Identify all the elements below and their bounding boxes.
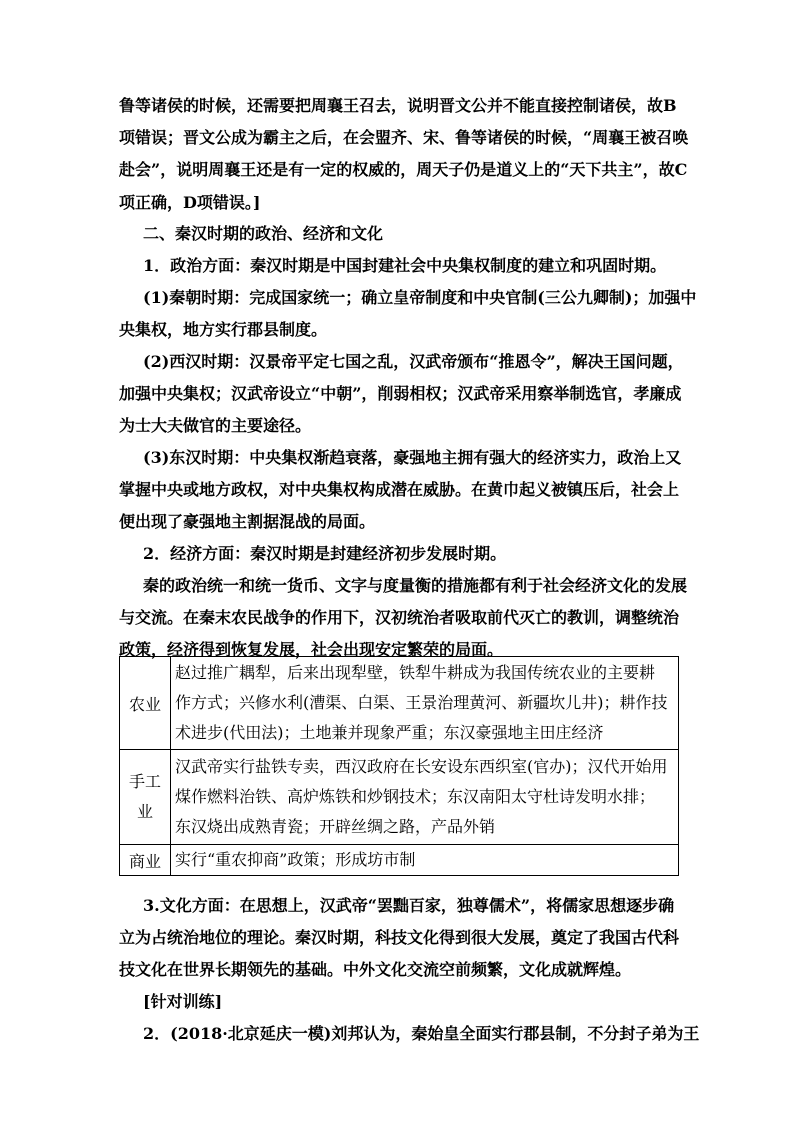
text-line: (2)西汉时期：汉景帝平定七国之乱，汉武帝颁布“推恩令”，解决王国问题， <box>143 352 684 371</box>
text-line: 政策，经济得到恢复发展，社会出现安定繁荣的局面。 <box>119 640 504 659</box>
row-content <box>171 845 679 876</box>
row-header: 农业 <box>120 657 171 750</box>
cell-line: 东汉烧出成熟青瓷；开辟丝绸之路，产品外销 <box>175 817 496 836</box>
text-line: 1．政治方面：秦汉时期是中国封建社会中央集权制度的建立和巩固时期。 <box>143 256 667 275</box>
row-header-line: 业 <box>136 802 153 821</box>
text-line: (3)东汉时期：中央集权渐趋衰落，豪强地主拥有强大的经济实力，政治上又 <box>143 448 682 467</box>
text-line: 赴会”，说明周襄王还是有一定的权威的，周天子仍是道义上的“天下共主”，故C <box>119 160 688 179</box>
row-header <box>120 750 171 845</box>
text-line: 与交流。在秦末农民战争的作用下，汉初统治者吸取前代灭亡的教训，调整统治 <box>119 608 680 627</box>
cell-line: 作方式；兴修水利(漕渠、白渠、王景治理黄河、新疆坎儿井)；耕作技 <box>175 693 668 712</box>
text-line: 鲁等诸侯的时候，还需要把周襄王召去，说明晋文公并不能直接控制诸侯，故B <box>119 96 677 115</box>
economy-table <box>119 656 679 876</box>
text-line: 项错误；晋文公成为霸主之后，在会盟齐、宋、鲁等诸侯的时候，“周襄王被召唤 <box>119 128 689 147</box>
cell-line: 煤作燃料治铁、高炉炼铁和炒钢技术；东汉南阳太守杜诗发明水排； <box>175 787 656 806</box>
text-line: 便出现了豪强地主割据混战的局面。 <box>119 512 376 531</box>
text-line: 掌握中央或地方政权，对中央集权构成潜在威胁。在黄巾起义被镇压后，社会上 <box>119 480 680 499</box>
row-content <box>171 657 679 750</box>
cell-line: 赵过推广耦犁，后来出现犁壁，铁犁牛耕成为我国传统农业的主要耕 <box>175 663 656 682</box>
table-row <box>120 845 679 876</box>
cell-line: 实行“重农抑商”政策；形成坊市制 <box>175 850 416 869</box>
cell-line: 术进步(代田法)；土地兼并现象严重；东汉豪强地主田庄经济 <box>175 723 604 742</box>
text-line: 立为占统治地位的理论。秦汉时期，科技文化得到很大发展，奠定了我国古代科 <box>119 928 680 947</box>
cell-line: 汉武帝实行盐铁专卖，西汉政府在长安设东西织室(官办)；汉代开始用 <box>175 757 668 776</box>
text-line: 技文化在世界长期领先的基础。中外文化交流空前频繁，文化成就辉煌。 <box>119 960 632 979</box>
row-content <box>171 750 679 845</box>
text-line: 二、秦汉时期的政治、经济和文化 <box>143 224 384 243</box>
text-line: 加强中央集权；汉武帝设立“中朝”，削弱相权；汉武帝采用察举制选官，孝廉成 <box>119 384 682 403</box>
text-line: 2．经济方面：秦汉时期是封建经济初步发展时期。 <box>143 544 507 563</box>
text-line: 3.文化方面：在思想上，汉武帝“罢黜百家，独尊儒术”，将儒家思想逐步确 <box>143 896 675 915</box>
row-header-line: 手工 <box>128 772 161 791</box>
text-line: 2．(2018·北京延庆一模)刘邦认为，秦始皇全面实行郡县制，不分封子弟为王 <box>143 1024 700 1043</box>
table-row <box>120 750 679 845</box>
row-header: 商业 <box>120 845 171 876</box>
text-line: (1)秦朝时期：完成国家统一；确立皇帝制度和中央官制(三公九卿制)；加强中 <box>143 288 697 307</box>
text-line: 秦的政治统一和统一货币、文字与度量衡的措施都有利于社会经济文化的发展 <box>143 576 688 595</box>
text-line: 央集权，地方实行郡县制度。 <box>119 320 328 339</box>
table-row <box>120 657 679 750</box>
text-line: 为士大夫做官的主要途径。 <box>119 416 312 435</box>
text-line: 项正确，D项错误。] <box>119 193 261 212</box>
text-line: [针对训练] <box>143 992 223 1011</box>
